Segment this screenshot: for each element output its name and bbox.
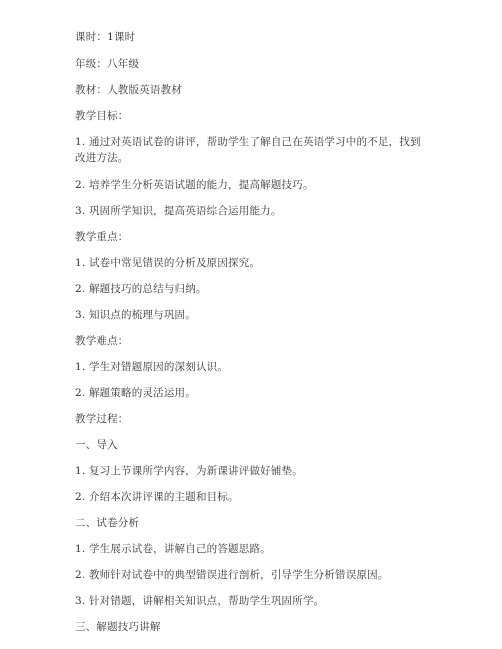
key-point-item-1: 1. 试卷中常见错误的分析及原因探究。: [75, 257, 261, 269]
process-heading: 教学过程：: [75, 413, 129, 425]
section-techniques-heading: 三、解题技巧讲解: [75, 621, 161, 633]
difficulty-item-1: 1. 学生对错题原因的深刻认识。: [75, 361, 229, 373]
difficulties-heading: 教学难点：: [75, 335, 129, 347]
key-point-item-2: 2. 解题技巧的总结与归纳。: [75, 283, 207, 295]
intro-item-2: 2. 介绍本次讲评课的主题和目标。: [75, 491, 239, 503]
textbook-line: 教材：人教版英语教材: [75, 84, 182, 96]
analysis-item-2: 2. 教师针对试卷中的典型错误进行剖析，引导学生分析错误原因。: [75, 569, 389, 581]
intro-item-1: 1. 复习上节课所学内容，为新课讲评做好铺垫。: [75, 465, 303, 477]
objectives-heading: 教学目标：: [75, 110, 129, 122]
class-hours-line: 课时：1课时: [75, 31, 136, 43]
objective-item-2: 2. 培养学生分析英语试题的能力，提高解题技巧。: [75, 179, 314, 191]
analysis-item-1: 1. 学生展示试卷，讲解自己的答题思路。: [75, 543, 271, 555]
difficulty-item-2: 2. 解题策略的灵活运用。: [75, 387, 196, 399]
section-analysis-heading: 二、试卷分析: [75, 517, 140, 529]
objective-item-1: 1. 通过对英语试卷的讲评，帮助学生了解自己在英语学习中的不足，找到改进方法。: [75, 136, 421, 164]
grade-line: 年级：八年级: [75, 58, 140, 70]
key-point-item-3: 3. 知识点的梳理与巩固。: [75, 309, 196, 321]
analysis-item-3: 3. 针对错题，讲解相关知识点，帮助学生巩固所学。: [75, 595, 325, 607]
objective-item-3: 3. 巩固所学知识，提高英语综合运用能力。: [75, 205, 282, 217]
section-intro-heading: 一、导入: [75, 439, 118, 451]
key-points-heading: 教学重点：: [75, 231, 129, 243]
